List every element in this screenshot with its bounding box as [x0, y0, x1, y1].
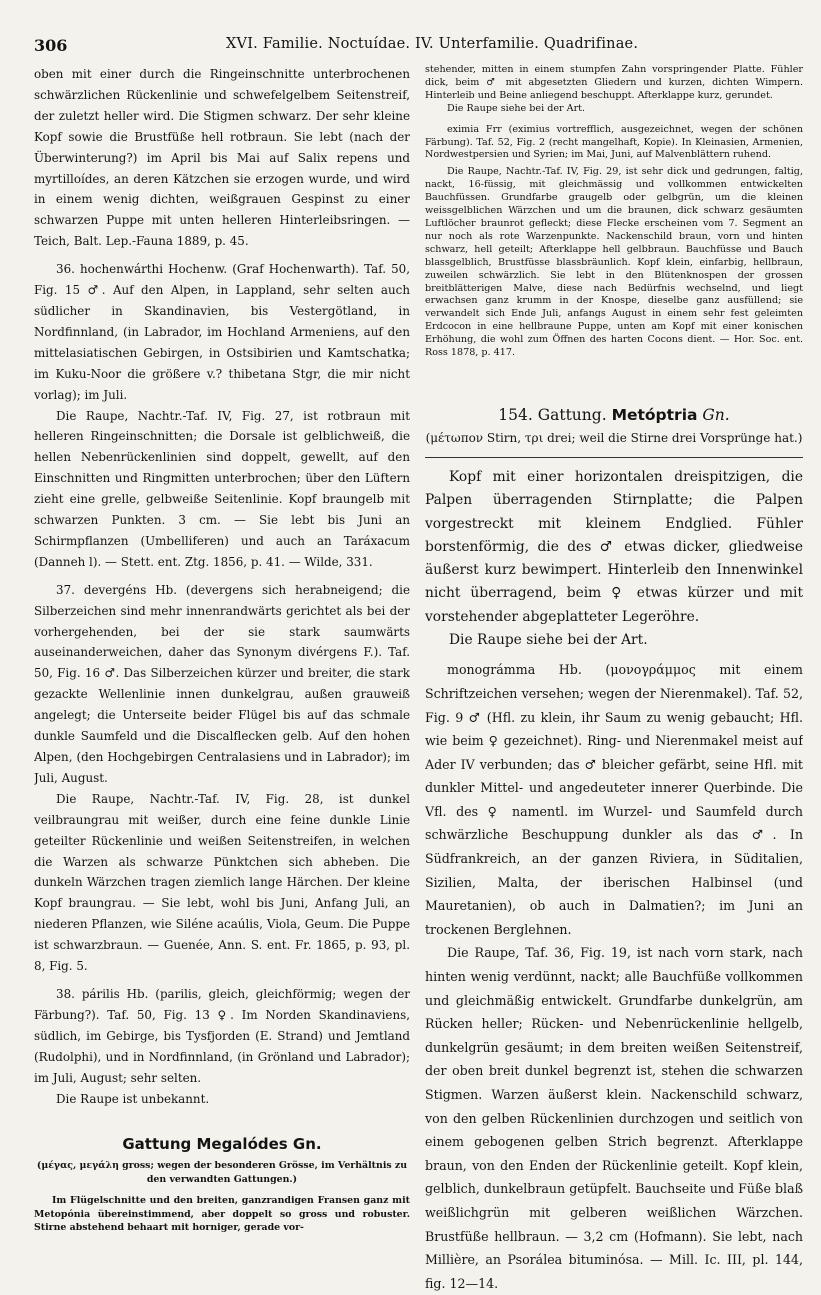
- right-column: [425, 64, 803, 1295]
- genus-megalodes-description: Im Flügelschnitte und den breiten, ganzrandigen Fransen ganz mit Metopónia übereinstimmend, aber doppelt so gross und robuster. Stirne abstehend behaart mit horniger, gerade vor-: [34, 1195, 410, 1234]
- genus-metoptria-etymology: (μέτωπον Stirn, τρι drei; weil die Stirne drei Vorsprünge hat.): [425, 430, 803, 445]
- species-eximia-larva-paragraph: Die Raupe, Nachtr.-Taf. IV, Fig. 29, ist sehr dick und gedrungen, faltig, nackt, 16-füssig, mit gleichmässig und vollkommen entwickelten Bauchfüssen. Grundfarbe graugelb oder gelbgrün, um die kleinen weissgelblichen Wärzchen und um die braunen, dick schwarz gesäumten Luftlöcher braunrot gefleckt; diese Flecke erscheinen vom 7. Segment an nur noch als rote Warzenpunkte. Nackenschild braun, vorn und hinten schwarz, hell geteilt; Afterklappe hell gelbbraun. Bauchfüsse und Bauch blassgelblich, Brustfüsse blassbräunlich. Kopf klein, einfarbig, hellbraun, zuweilen schwärzlich. Sie lebt in den Blütenknospen der grossen breitblätterigen Malve, diese nach Bedürfnis wechselnd, und liegt erwachsen ganz krumm in der Knospe, dieselbe ganz ausfüllend; sie verwandelt sich Ende Juli, anfangs August in einem sehr fest geleimten Erdcocon in eine hellbraune Puppe, unten am Kopf mit einer konischen Erhöhung, die wohl zum Öffnen des harten Cocons dient. — Hor. Soc. ent. Ross 1878, p. 417.: [425, 166, 803, 359]
- right-continuation-paragraph: stehender, mitten in einem stumpfen Zahn vorspringender Platte. Fühler dick, beim ♂ mit abgesetzten Gliedern und kurzen, dichten Wimpern. Hinterleib und Beine anliegend beschuppt. Afterklappe kurz, gerundet.: [425, 64, 803, 101]
- left-column: [34, 64, 410, 1235]
- species-monogramma-paragraph: monográmma Hb. (μονογράμμος mit einem Schriftzeichen versehen; wegen der Nierenmakel). Taf. 52, Fig. 9 ♂ (Hfl. zu klein, ihr Saum zu wenig gebaucht; Hfl. wie beim ♀ gezeichnet). Ring- und Nierenmakel meist auf Ader IV verbunden; das ♂ bleicher gefärbt, seine Hfl. mit dunkler Mittel- und angedeuteter innerer Querbinde. Die Vfl. des ♀ namentl. im Wurzel- und Saumfeld durch schwärzliche Beschuppung dunkler als das ♂. In Südfrankreich, an der ganzen Riviera, in Süditalien, Sizilien, Malta, der iberischen Halbinsel (und Mauretanien), ob auch in Dalmatien?; im Juni an trockenen Berglehnen.: [425, 662, 803, 937]
- running-title: XVI. Familie. Noctuídae. IV. Unterfamilie. Quadrifinae.: [226, 36, 639, 52]
- genus-metoptria-larva-note: Die Raupe siehe bei der Art.: [449, 632, 648, 649]
- genus-metoptria-description: Kopf mit einer horizontalen dreispitzigen, die Palpen überragenden Stirnplatte; die Palpen vorgestreckt mit kleinem Endglied. Fühler borstenförmig, die des ♂ etwas dicker, gliedweise äußerst kurz bewimpert. Hinterleib den Innenwinkel nicht überragend, beim ♀ etwas kürzer und mit vorstehender abgeplatteter Legeröhre.: [425, 468, 803, 625]
- genus-author: Gn.: [702, 405, 730, 424]
- species-37-paragraph: 37. devergéns Hb. (devergens sich herabneigend; die Silberzeichen sind mehr innenrandwärts gerichtet als bei der vorhergehenden, bei der sie stark saumwärts auseinanderweichen, daher das Synonym divérgens F.). Taf. 50, Fig. 16 ♂. Das Silberzeichen kürzer und breiter, die stark gezackte Wellenlinie innen dunkelgrau, außen grauweiß angelegt; die Unterseite beider Flügel bis auf das schmale dunkle Saumfeld und die Discalflecken gelb. Auf den hohen Alpen, (den Hochgebirgen Centralasiens und in Labrador); im Juli, August.: [34, 582, 410, 785]
- genus-megalodes-etymology: (μέγας, μεγάλη gross; wegen der besonderen Grösse, im Verhältnis zu den verwandten Gattungen.): [36, 1160, 408, 1185]
- species-38-larva-paragraph: Die Raupe ist unbekannt.: [56, 1091, 210, 1106]
- page-number: 306: [34, 36, 68, 55]
- species-36-paragraph: 36. hochenwárthi Hochenw. (Graf Hochenwarth). Taf. 50, Fig. 15 ♂. Auf den Alpen, in Lappland, sehr selten auch südlicher in Skandinavien, bis Vestergötland, in Nordfinnland, (in Labrador, im Hochland Armeniens, auf den mittelasiatischen Gebirgen, in Ostsibirien und Kamtschatka; im Kuku-Noor die größere v.? thibetana Stgr, die mir nicht vorlag); im Juli.: [34, 262, 410, 402]
- genus-number: 154. Gattung.: [498, 405, 607, 424]
- genus-megalodes-heading: Gattung Megalódes Gn.: [122, 1135, 322, 1154]
- species-monogramma-larva-paragraph: Die Raupe, Taf. 36, Fig. 19, ist nach vorn stark, nach hinten wenig verdünnt, nackt; alle Bauchfüße vollkommen und gleichmäßig entwickelt. Grundfarbe dunkelgrün, am Rücken heller; Rücken- und Nebenrückenlinie hellgelb, dunkelgrün gesäumt; in dem breiten weißen Seitenstreif, der oben breit dunkel begrenzt ist, stehen die schwarzen Stigmen. Warzen äußerst klein. Nackenschild schwarz, von den gelben Rückenlinien durchzogen und seitlich von einem gebogenen gelben Strich begrenzt. Afterklappe braun, von den Enden der Rückenlinie geteilt. Kopf klein, gelblich, dunkelbraun getüpfelt. Bauchseite und Füße blaß weißlichgrün mit gelberen weißlichen Wärzchen. Brustfüße hellbraun. — 3,2 cm (Hofmann). Sie lebt, nach Millière, an Psorálea bituminósa. — Mill. Ic. III, pl. 144, fig. 12—14.: [425, 945, 803, 1291]
- genus-name: Metóptria: [611, 405, 698, 424]
- section-divider: [425, 457, 803, 458]
- species-38-paragraph: 38. párilis Hb. (parilis, gleich, gleichförmig; wegen der Färbung?). Taf. 50, Fig. 13 ♀. Im Norden Skandinaviens, südlich, im Gebirge, bis Tysfjorden (E. Strand) und Jemtland (Rudolphi), und in Nordfinnland, (in Grönland und Labrador); im Juli, August; sehr selten.: [34, 986, 410, 1085]
- species-37-larva-paragraph: Die Raupe, Nachtr.-Taf. IV, Fig. 28, ist dunkel veilbraungrau mit weißer, durch eine feine dunkle Linie geteilter Rückenlinie und weißen Seitenstreifen, in welchen die Warzen als schwarze Pünktchen sich abheben. Die dunkeln Wärzchen tragen ziemlich lange Härchen. Der kleine Kopf braungrau. — Sie lebt, wohl bis Juni, Anfang Juli, an niederen Pflanzen, wie Siléne acaúlis, Viola, Geum. Die Puppe ist schwarzbraun. — Guenée, Ann. S. ent. Fr. 1865, p. 93, pl. 8, Fig. 5.: [34, 791, 410, 974]
- left-continuation-paragraph: oben mit einer durch die Ringeinschnitte unterbrochenen schwärzlichen Rückenlinie und schwefelgelbem Seitenstreif, der zuletzt heller wird. Die Stigmen schwarz. Der sehr kleine Kopf sowie die Brustfüße hell rotbraun. Sie lebt (nach der Überwinterung?) im April bis Mai auf Salix repens und myrtilloídes, an deren Kätzchen sie erzogen wurde, und wird in einem wenig dichten, weißgrauen Gespinst zu einer schwarzen Puppe mit unten helleren Hinterleibsringen. — Teich, Balt. Lep.-Fauna 1889, p. 45.: [34, 67, 410, 249]
- species-eximia-paragraph: eximia Frr (eximius vortrefflich, ausgezeichnet, wegen der schönen Färbung). Taf. 52, Fig. 2 (recht mangelhaft, Kopie). In Kleinasien, Armenien, Nordwestpersien und Syrien; im Mai, Juni, auf Malvenblättern ruhend.: [425, 123, 803, 161]
- right-continuation-larva: Die Raupe siehe bei der Art.: [447, 102, 586, 114]
- genus-metoptria-heading: [425, 404, 803, 426]
- page-header: [34, 36, 794, 60]
- species-36-larva-paragraph: Die Raupe, Nachtr.-Taf. IV, Fig. 27, ist rotbraun mit helleren Ringeinschnitten; die Dorsale ist gelblichweiß, die hellen Nebenrückenlinien sind doppelt, gewellt, auf den Einschnitten und Ringmitten unterbrochen; über den Lüftern zieht eine grelle, gelbweiße Seitenlinie. Kopf braungelb mit schwarzen Punkten. 3 cm. — Sie lebt bis Juni an Schirmpflanzen (Umbelliferen) und auch an Taráxacum (Danneh l). — Stett. ent. Ztg. 1856, p. 41. — Wilde, 331.: [34, 408, 410, 569]
